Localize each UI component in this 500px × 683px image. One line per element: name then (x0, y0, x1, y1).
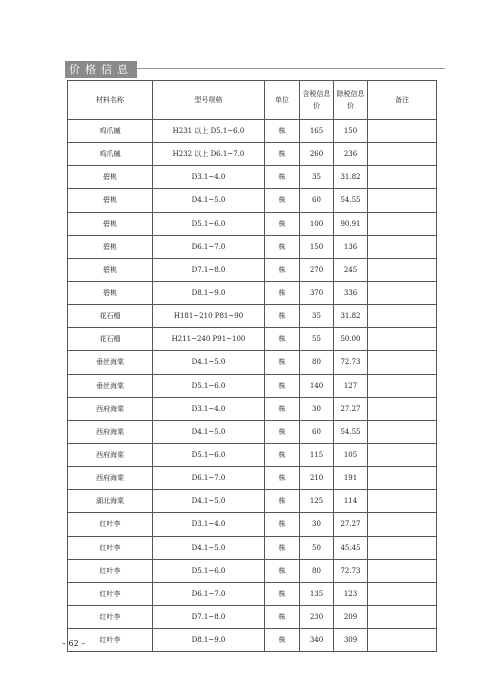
cell-tax-excl: 31.82 (334, 305, 368, 328)
cell-tax-excl: 54.55 (334, 189, 368, 212)
cell-name: 鸡爪槭 (68, 120, 153, 143)
cell-tax-incl: 125 (300, 490, 334, 513)
cell-tax-incl: 80 (300, 351, 334, 374)
table-row (68, 374, 437, 397)
cell-tax-excl: 123 (334, 582, 368, 605)
cell-unit: 株 (265, 374, 300, 397)
cell-remark (368, 374, 437, 397)
page-number: – 62 – (62, 639, 86, 648)
cell-unit: 株 (265, 605, 300, 628)
cell-remark (368, 166, 437, 189)
table-row (68, 536, 437, 559)
cell-unit: 株 (265, 281, 300, 304)
cell-spec: D7.1~8.0 (153, 258, 265, 281)
cell-name: 西府海棠 (68, 443, 153, 466)
cell-tax-excl: 27.27 (334, 397, 368, 420)
cell-tax-excl: 309 (334, 629, 368, 652)
cell-remark (368, 143, 437, 166)
table-row (68, 605, 437, 628)
cell-name: 西府海棠 (68, 420, 153, 443)
cell-name: 碧桃 (68, 235, 153, 258)
column-header-name: 材料名称 (68, 81, 153, 120)
table-row (68, 582, 437, 605)
cell-name: 垂丝海棠 (68, 351, 153, 374)
cell-tax-excl: 50.00 (334, 328, 368, 351)
cell-tax-excl: 245 (334, 258, 368, 281)
cell-remark (368, 420, 437, 443)
cell-tax-excl: 191 (334, 467, 368, 490)
cell-unit: 株 (265, 582, 300, 605)
cell-tax-incl: 135 (300, 582, 334, 605)
section-divider (137, 68, 445, 69)
cell-remark (368, 258, 437, 281)
cell-tax-incl: 60 (300, 189, 334, 212)
cell-unit: 株 (265, 559, 300, 582)
cell-name: 碧桃 (68, 258, 153, 281)
cell-tax-excl: 72.73 (334, 559, 368, 582)
table-row (68, 212, 437, 235)
cell-spec: D6.1~7.0 (153, 582, 265, 605)
cell-spec: D7.1~8.0 (153, 605, 265, 628)
table-row (68, 258, 437, 281)
cell-remark (368, 235, 437, 258)
cell-name: 红叶李 (68, 536, 153, 559)
cell-remark (368, 351, 437, 374)
cell-spec: D5.1~6.0 (153, 443, 265, 466)
table-row (68, 513, 437, 536)
table-row (68, 490, 437, 513)
cell-spec: D3.1~4.0 (153, 166, 265, 189)
cell-spec: D8.1~9.0 (153, 281, 265, 304)
cell-name: 花石榴 (68, 305, 153, 328)
cell-name: 花石榴 (68, 328, 153, 351)
cell-tax-incl: 80 (300, 559, 334, 582)
cell-tax-excl: 72.73 (334, 351, 368, 374)
cell-tax-incl: 30 (300, 513, 334, 536)
table-row (68, 351, 437, 374)
cell-spec: D4.1~5.0 (153, 536, 265, 559)
cell-remark (368, 189, 437, 212)
cell-tax-excl: 31.82 (334, 166, 368, 189)
cell-spec: D4.1~5.0 (153, 189, 265, 212)
cell-tax-incl: 230 (300, 605, 334, 628)
cell-name: 西府海棠 (68, 467, 153, 490)
cell-spec: D3.1~4.0 (153, 397, 265, 420)
cell-spec: H232 以上 D6.1~7.0 (153, 143, 265, 166)
cell-tax-incl: 140 (300, 374, 334, 397)
cell-tax-excl: 336 (334, 281, 368, 304)
cell-remark (368, 490, 437, 513)
cell-name: 碧桃 (68, 281, 153, 304)
table-row (68, 397, 437, 420)
price-table (67, 80, 437, 652)
cell-tax-excl: 27.27 (334, 513, 368, 536)
cell-tax-incl: 370 (300, 281, 334, 304)
cell-unit: 株 (265, 536, 300, 559)
cell-spec: D5.1~6.0 (153, 212, 265, 235)
cell-unit: 株 (265, 328, 300, 351)
cell-unit: 株 (265, 120, 300, 143)
cell-tax-incl: 340 (300, 629, 334, 652)
cell-name: 红叶李 (68, 605, 153, 628)
cell-spec: D4.1~5.0 (153, 351, 265, 374)
cell-tax-excl: 150 (334, 120, 368, 143)
cell-name: 碧桃 (68, 212, 153, 235)
column-header-unit: 单位 (265, 81, 300, 120)
table-row (68, 328, 437, 351)
cell-remark (368, 281, 437, 304)
cell-tax-incl: 270 (300, 258, 334, 281)
cell-tax-incl: 115 (300, 443, 334, 466)
cell-remark (368, 467, 437, 490)
cell-tax-incl: 210 (300, 467, 334, 490)
cell-remark (368, 305, 437, 328)
cell-tax-incl: 35 (300, 166, 334, 189)
cell-unit: 株 (265, 189, 300, 212)
table-body (68, 120, 437, 652)
table-row (68, 305, 437, 328)
cell-tax-incl: 35 (300, 305, 334, 328)
cell-name: 湖北海棠 (68, 490, 153, 513)
cell-remark (368, 513, 437, 536)
cell-unit: 株 (265, 235, 300, 258)
cell-unit: 株 (265, 513, 300, 536)
cell-unit: 株 (265, 212, 300, 235)
cell-spec: D3.1~4.0 (153, 513, 265, 536)
cell-tax-incl: 50 (300, 536, 334, 559)
cell-spec: H181~210 P81~90 (153, 305, 265, 328)
table-row (68, 189, 437, 212)
cell-spec: H211~240 P91~100 (153, 328, 265, 351)
cell-spec: D5.1~6.0 (153, 374, 265, 397)
column-header-spec: 型号规格 (153, 81, 265, 120)
cell-tax-excl: 236 (334, 143, 368, 166)
cell-tax-incl: 100 (300, 212, 334, 235)
cell-tax-excl: 105 (334, 443, 368, 466)
cell-tax-incl: 55 (300, 328, 334, 351)
cell-unit: 株 (265, 629, 300, 652)
cell-tax-excl: 209 (334, 605, 368, 628)
cell-tax-excl: 90.91 (334, 212, 368, 235)
table-row (68, 166, 437, 189)
cell-name: 红叶李 (68, 582, 153, 605)
cell-unit: 株 (265, 490, 300, 513)
table-row (68, 559, 437, 582)
table-row (68, 235, 437, 258)
cell-name: 红叶李 (68, 513, 153, 536)
cell-name: 红叶李 (68, 629, 153, 652)
table-row (68, 143, 437, 166)
cell-remark (368, 397, 437, 420)
cell-unit: 株 (265, 166, 300, 189)
cell-remark (368, 443, 437, 466)
cell-unit: 株 (265, 420, 300, 443)
table-row (68, 443, 437, 466)
cell-unit: 株 (265, 467, 300, 490)
table-row (68, 467, 437, 490)
cell-unit: 株 (265, 143, 300, 166)
column-header-tax-incl: 含税信息价 (300, 81, 334, 120)
cell-unit: 株 (265, 305, 300, 328)
cell-unit: 株 (265, 351, 300, 374)
cell-tax-excl: 136 (334, 235, 368, 258)
cell-tax-excl: 114 (334, 490, 368, 513)
cell-name: 鸡爪槭 (68, 143, 153, 166)
cell-remark (368, 328, 437, 351)
cell-tax-incl: 30 (300, 397, 334, 420)
cell-tax-incl: 165 (300, 120, 334, 143)
cell-name: 碧桃 (68, 166, 153, 189)
cell-spec: D5.1~6.0 (153, 559, 265, 582)
section-title: 价格信息 (65, 61, 137, 78)
cell-tax-incl: 60 (300, 420, 334, 443)
cell-remark (368, 120, 437, 143)
cell-remark (368, 212, 437, 235)
table-row (68, 629, 437, 652)
cell-remark (368, 629, 437, 652)
cell-remark (368, 536, 437, 559)
column-header-tax-excl: 除税信息价 (334, 81, 368, 120)
cell-tax-excl: 127 (334, 374, 368, 397)
cell-name: 碧桃 (68, 189, 153, 212)
table-row (68, 120, 437, 143)
cell-spec: D4.1~5.0 (153, 420, 265, 443)
cell-unit: 株 (265, 443, 300, 466)
table-row (68, 281, 437, 304)
cell-spec: D6.1~7.0 (153, 467, 265, 490)
cell-name: 垂丝海棠 (68, 374, 153, 397)
cell-spec: D6.1~7.0 (153, 235, 265, 258)
cell-name: 红叶李 (68, 559, 153, 582)
cell-tax-incl: 260 (300, 143, 334, 166)
table-header-row (68, 81, 437, 120)
cell-remark (368, 582, 437, 605)
cell-tax-excl: 45.45 (334, 536, 368, 559)
cell-tax-incl: 150 (300, 235, 334, 258)
table-row (68, 420, 437, 443)
cell-name: 西府海棠 (68, 397, 153, 420)
cell-unit: 株 (265, 258, 300, 281)
cell-spec: H231 以上 D5.1~6.0 (153, 120, 265, 143)
cell-remark (368, 559, 437, 582)
column-header-remark: 备注 (368, 81, 437, 120)
cell-unit: 株 (265, 397, 300, 420)
cell-tax-excl: 54.55 (334, 420, 368, 443)
cell-spec: D8.1~9.0 (153, 629, 265, 652)
cell-remark (368, 605, 437, 628)
cell-spec: D4.1~5.0 (153, 490, 265, 513)
